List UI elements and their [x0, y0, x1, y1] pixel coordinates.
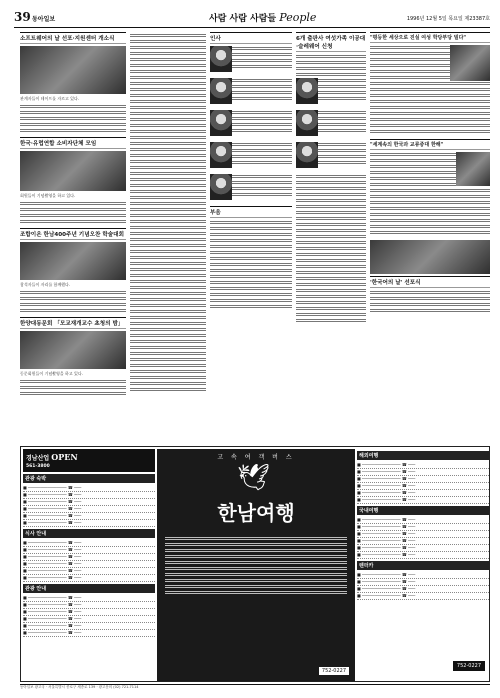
photo-caption: 동문회원들이 기념촬영을 하고 있다.: [20, 371, 84, 376]
ad-center-logo: 한남여행: [217, 501, 295, 525]
story-headline: "세계속의 한국과 교류증대 한해": [370, 139, 490, 150]
portrait-photo: [210, 142, 232, 168]
portrait-photo: [210, 110, 232, 136]
page-number: 39: [14, 10, 31, 24]
portrait-item: [296, 78, 366, 106]
story-headline: "평등한 세상으로 진실 여성 학당부당 빌다": [370, 32, 490, 43]
column-5: [370, 32, 490, 440]
ad-right: 해외여행 ■ ──────────────── ☎ ─── ■ ──────────────── ☎ ─── ■ ──────────────── ☎ ─── ■ ──────────────── ☎ ─── ■ ──────────────── ☎ ─── ■ ──────────────── ☎ ─── 국내여행 ■ ──────────────── ☎ ─── ■ ──────────────── ☎ ─── ■ ──────────────── ☎ ─── ■ ──────────────── ☎ ─── ■ ──────────────── ☎ ─── ■ ──────────────── ☎ ─── 렌터카 ■ ──────────────── ☎ ─── ■ ──────────────── ☎ ─── ■ ──────────────── ☎ ─── ■ ──────────────── ☎ ─── 752-0227: [357, 449, 489, 681]
portrait-item: [296, 110, 366, 138]
story-hannam: [20, 228, 126, 313]
story-interview-2: [370, 139, 490, 236]
bird-icon: 🕊: [237, 463, 271, 493]
column-people: [210, 32, 292, 440]
issue-date: 1996년 12월 5일 목요일 제23387호: [406, 16, 490, 22]
story-photo: [20, 46, 126, 94]
ad-left-banner: 경남산업 OPEN 561-3800: [23, 449, 155, 472]
story-photo: [370, 240, 490, 274]
story-interview-1: [370, 32, 490, 135]
obituary-label: 부음: [210, 206, 292, 218]
section-title: 사람 사람 사람들 People: [209, 11, 317, 24]
story-headline: 6개 출판사 여섯가족 이공대·슬레웨어 신청: [296, 32, 366, 52]
ad-left: 경남산업 OPEN 561-3800 관광 숙박 ■ ──────────────── ☎ ─── ■ ──────────────── ☎ ─── ■ ──────────────── ☎ ─── ■ ──────────────── ☎ ─── ■ ──────────────── ☎ ─── ■ ──────────────── ☎ ─── 식사 안내 ■ ──────────────── ☎ ─── ■ ──────────────── ☎ ─── ■ ──────────────── ☎ ─── ■ ──────────────── ☎ ─── ■ ──────────────── ☎ ─── ■ ──────────────── ☎ ─── 관광 안내 ■ ──────────────── ☎ ─── ■ ──────────────── ☎ ─── ■ ──────────────── ☎ ─── ■ ──────────────── ☎ ─── ■ ──────────────── ☎ ─── ■ ──────────────── ☎ ───: [23, 449, 155, 681]
ad-center-tagline: 고 속 여 객 버 스: [217, 454, 295, 461]
portrait-photo: [296, 142, 318, 168]
photo-caption: 회원들이 기념촬영을 하고 있다.: [20, 193, 76, 198]
section-title-en: People: [279, 11, 317, 24]
story-headline: 한국·유럽연합 소비자단체 모임: [20, 137, 126, 149]
ad-list-heading: 해외여행: [357, 451, 489, 460]
story-photo: [20, 242, 126, 280]
portrait-photo: [210, 174, 232, 200]
portrait-item: [210, 46, 292, 74]
people-section-label: 인사: [210, 32, 292, 44]
footer: 동아일보 광고국 · 서울특별시 종로구 세종로 139 · 광고문의 (02) 721-7114: [20, 684, 490, 690]
ad-center-travel: [157, 449, 355, 681]
ad-list-heading: 관광 숙박: [23, 474, 155, 483]
column-2: [130, 32, 206, 440]
portrait-photo: [210, 78, 232, 104]
story-hanyang: [20, 317, 126, 396]
ad-center-phone: 752-0227: [319, 667, 349, 675]
ad-list-heading: 국내여행: [357, 506, 489, 515]
story-headline: 소프트웨어의 날 선포·지원센터 개소식: [20, 32, 126, 44]
story-headline: '한국어의 날' 선포식: [370, 276, 490, 288]
ad-left-phone: 561-3800: [26, 464, 50, 469]
paper-name: 동아일보: [32, 16, 56, 23]
story-photo: [450, 45, 490, 81]
ad-list-heading: 렌터카: [357, 561, 489, 570]
column-1: [20, 32, 126, 440]
portrait-photo: [210, 46, 232, 72]
story-software: [20, 32, 126, 133]
advertisement-area: [20, 446, 490, 682]
portrait-item: [210, 174, 292, 202]
story-photo: [456, 152, 490, 186]
portrait-item: [210, 110, 292, 138]
story-consumer: [20, 137, 126, 224]
ad-list-heading: 관광 안내: [23, 584, 155, 593]
column-4: [296, 32, 366, 440]
story-photo: [20, 331, 126, 369]
photo-caption: 관계자들이 테이프를 자르고 있다.: [20, 96, 80, 101]
masthead: [14, 10, 490, 28]
ad-right-phone: 752-0227: [453, 661, 485, 671]
portrait-item: [210, 142, 292, 170]
story-headline: 조합이온 한남400주년 기념오찬 학술대회: [20, 228, 126, 240]
portrait-item: [296, 142, 366, 170]
portrait-photo: [296, 78, 318, 104]
portrait-photo: [296, 110, 318, 136]
portrait-item: [210, 78, 292, 106]
story-headline: 한양대동문회 「모교재개교수 초청의 밤」: [20, 317, 126, 329]
story-photo: [20, 151, 126, 191]
ad-list-heading: 식사 안내: [23, 529, 155, 538]
photo-caption: 참석자들이 자리를 함께했다.: [20, 282, 71, 287]
